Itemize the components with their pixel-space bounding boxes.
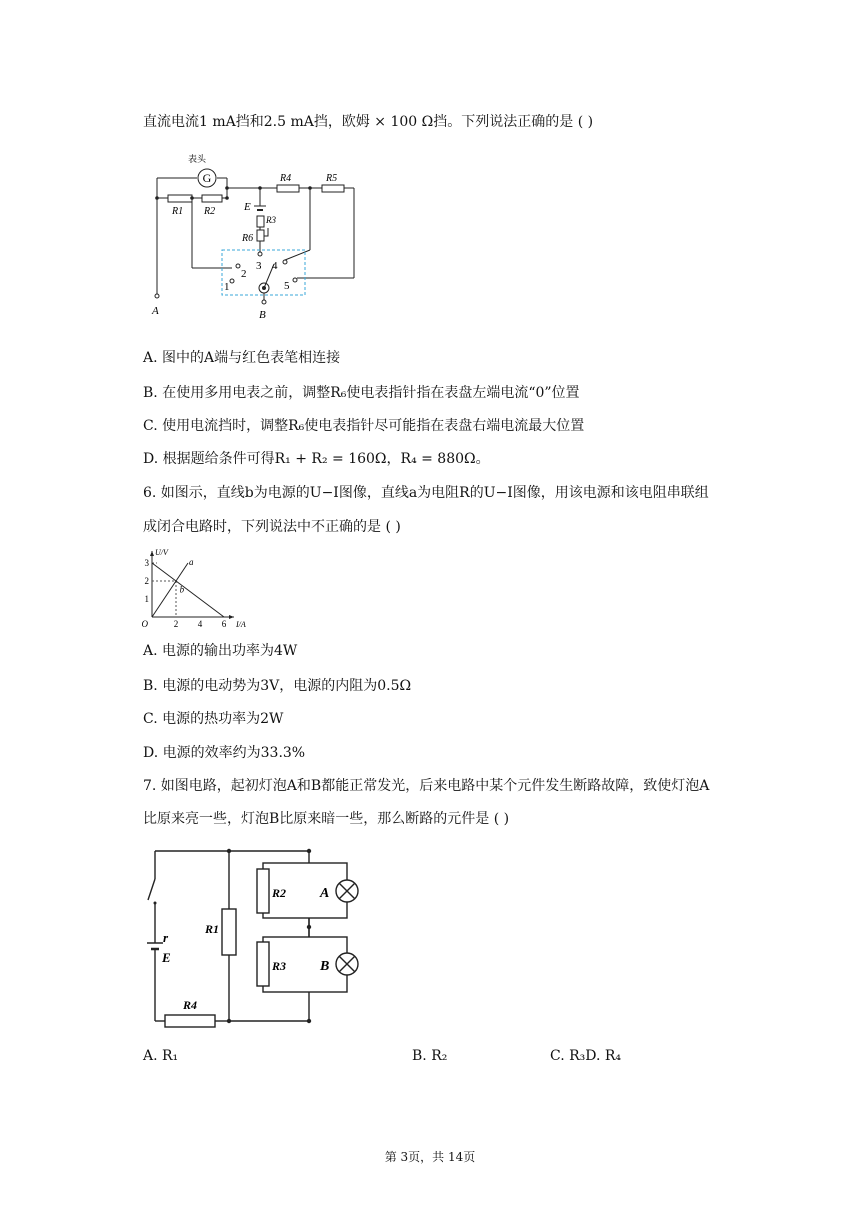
r5-label: R5 (326, 173, 338, 184)
y-tick-3: 3 (144, 558, 149, 568)
x-axis-label: I/A (236, 620, 246, 629)
q6-option-d: D. 电源的效率约为33.3% (143, 745, 306, 761)
r3-label: R3 (272, 959, 287, 973)
lamp-circuit-diagram (145, 845, 360, 1030)
q5-stem: 直流电流1 mA挡和2.5 mA挡，欧姆 × 100 Ω挡。下列说法正确的是 ( ) (143, 114, 594, 130)
q7-option-b: B. R₂ (412, 1048, 448, 1064)
q5-option-b: B. 在使用多用电表之前，调整R₆使电表指针指在表盘左端电流“0”位置 (143, 385, 580, 401)
multimeter-circuit-diagram (140, 150, 370, 325)
x-tick-6: 6 (221, 619, 227, 629)
r-internal-label: r (163, 930, 169, 945)
y-axis-label: U/V (155, 548, 168, 557)
x-tick-4: 4 (197, 619, 203, 629)
q6-stem-line1: 6. 如图示，直线b为电源的U−I图像，直线a为电阻R的U−I图像，用该电源和该电阻串联组 (143, 485, 709, 501)
terminal-a-label: A (152, 305, 159, 317)
origin-label: O (141, 619, 148, 629)
y-axis-arrow (150, 551, 154, 556)
q7-stem-line2: 比原来亮一些，灯泡B比原来暗一些，那么断路的元件是 ( ) (143, 811, 510, 827)
terminal-b-label: B (259, 309, 266, 321)
q7-stem-line1: 7. 如图电路，起初灯泡A和B都能正常发光，后来电路中某个元件发生断路故障，致使灯泡A (143, 778, 710, 794)
q7-option-cd: C. R₃D. R₄ (550, 1048, 622, 1064)
r1-label: R1 (205, 922, 220, 936)
lamp-a-label: A (320, 886, 330, 901)
x-axis-arrow (229, 615, 234, 619)
q6-option-a: A. 电源的输出功率为4W (143, 643, 298, 659)
e-label: E (244, 201, 251, 213)
r4-label: R4 (183, 998, 198, 1012)
ui-graph (140, 545, 246, 630)
terminal-5-label: 5 (284, 280, 290, 292)
page-footer: 第 3页，共 14页 (384, 1150, 476, 1164)
meter-head-label: 表头 (187, 154, 207, 164)
series-label-b: b (179, 584, 185, 595)
x-tick-2: 2 (173, 619, 179, 629)
terminal-3-label: 3 (256, 260, 262, 272)
q6-option-b: B. 电源的电动势为3V，电源的内阻为0.5Ω (143, 678, 412, 694)
r4-label: R4 (280, 173, 292, 184)
q6-option-c: C. 电源的热功率为2W (143, 711, 284, 727)
q5-option-d: D. 根据题给条件可得R₁ + R₂ = 160Ω，R₄ = 880Ω。 (143, 451, 490, 467)
r1-label: R1 (172, 206, 184, 217)
q5-option-a: A. 图中的A端与红色表笔相连接 (143, 350, 341, 366)
q7-option-a: A. R₁ (143, 1048, 179, 1064)
r6-label: R6 (242, 233, 254, 244)
r3-label: R3 (266, 215, 276, 225)
y-tick-1: 1 (144, 594, 149, 604)
lamp-b-label: B (320, 959, 330, 974)
q5-option-c: C. 使用电流挡时，调整R₆使电表指针尽可能指在表盘右端电流最大位置 (143, 418, 585, 434)
series-label-a: a (189, 557, 194, 567)
r2-label: R2 (204, 206, 216, 217)
terminal-2-label: 2 (241, 268, 247, 280)
meter-g-label: G (202, 171, 212, 185)
r2-label: R2 (272, 886, 287, 900)
terminal-4-label: 4 (272, 260, 278, 272)
terminal-1-label: 1 (224, 281, 230, 293)
series-line-b (152, 563, 224, 617)
emf-label: E (162, 950, 171, 965)
y-tick-2: 2 (144, 576, 149, 586)
q6-stem-line2: 成闭合电路时，下列说法中不正确的是 ( ) (143, 519, 401, 535)
